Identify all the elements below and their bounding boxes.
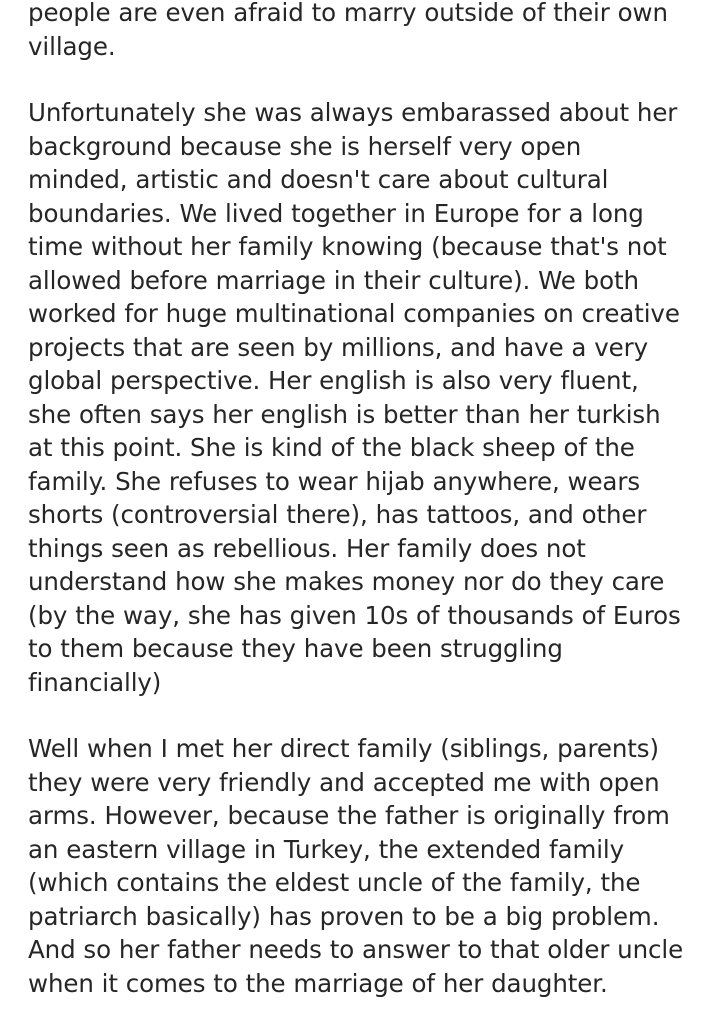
paragraph-2: Unfortunately she was always embarassed about her background because she is herself very open minded, artistic and doesn't care about cultural boundaries. We lived together in Europe for a long time without her family knowing (because that's not allowed before marriage in their culture). We both worked for huge multinational companies on creative projects that are seen by millions, and have a very global perspective. Her english is also very fluent, she often says her english is better than her turkish at this point. She is kind of the black sheep of the family. She refuses to wear hijab anywhere, wears shorts (controversial there), has tattoos, and other things seen as rebellious. Her family does not understand how she makes money nor do they care (by the way, she has given 10s of thousands of Euros to them because they have been struggling financially)	[28, 98, 681, 697]
paragraph-1: people are even afraid to marry outside of their own village.	[28, 0, 668, 61]
paragraph-3: Well when I met her direct family (siblings, parents) they were very friendly and accepted me with open arms. However, because the father is originally from an eastern village in Turkey, the extended family (which contains the eldest uncle of the family, the patriarch basically) has proven to be a big problem. And so her father needs to answer to that older uncle when it comes to the marriage of her daughter.	[28, 734, 684, 998]
